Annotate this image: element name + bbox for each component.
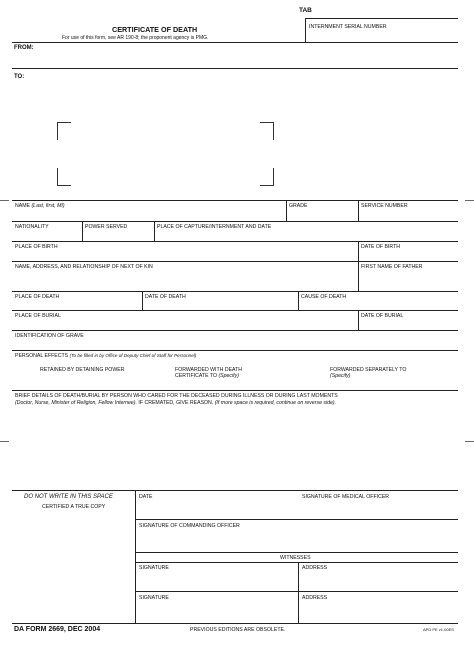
header-bottom-rule bbox=[12, 42, 458, 43]
next-of-kin-label: NAME, ADDRESS, AND RELATIONSHIP OF NEXT OF KIN bbox=[15, 264, 153, 270]
brief-details-line2 bbox=[15, 400, 336, 406]
bottom-rule-4 bbox=[135, 562, 458, 563]
power-served-label: POWER SERVED bbox=[85, 224, 128, 230]
retained-label: RETAINED BY DETAINING POWER bbox=[40, 367, 125, 373]
forwarded-with-hint: (Specify) bbox=[218, 373, 239, 379]
window-corner-bottom-left bbox=[57, 168, 71, 186]
grid-rule-4 bbox=[12, 261, 458, 262]
fold-mark-left-1 bbox=[0, 200, 9, 201]
grid-rule-top bbox=[12, 200, 458, 201]
date-label: DATE bbox=[139, 494, 153, 500]
interment-serial-number-label: INTERNMENT SERIAL NUMBER bbox=[309, 24, 387, 30]
date-of-birth-label: DATE OF BIRTH bbox=[361, 244, 401, 250]
forwarded-with-line1: FORWARDED WITH DEATH bbox=[175, 367, 243, 373]
form-title: CERTIFICATE OF DEATH bbox=[112, 25, 198, 34]
capture-divider bbox=[154, 221, 155, 241]
name-label bbox=[15, 203, 65, 209]
brief-details-line1: BRIEF DETAILS OF DEATH/BURIAL BY PERSON WHO CARED FOR THE DECEASED DURING ILLNESS OR DURING LAST MOMENTS bbox=[15, 393, 338, 399]
grade-label: GRADE bbox=[289, 203, 308, 209]
tab-label: TAB bbox=[299, 7, 312, 14]
fold-mark-left-2 bbox=[0, 441, 9, 442]
grid-rule-3 bbox=[12, 241, 458, 242]
personal-effects-label bbox=[15, 353, 196, 359]
window-corner-bottom-right bbox=[260, 168, 274, 186]
personal-effects-hint: (To be filled in by Office of Deputy Chief of Staff for Personnel) bbox=[69, 353, 197, 358]
place-of-capture-label: PLACE OF CAPTURE/INTERNMENT AND DATE bbox=[157, 224, 272, 230]
bottom-rule-2 bbox=[135, 519, 458, 520]
cause-of-death-divider bbox=[298, 291, 299, 310]
certified-label: CERTIFIED A TRUE COPY bbox=[42, 504, 106, 510]
address-1-label: ADDRESS bbox=[302, 565, 328, 571]
form-subtitle: For use of this form, see AR 190-8; the proponent agency is PMG. bbox=[62, 35, 209, 41]
date-of-death-divider bbox=[142, 291, 143, 310]
previous-editions-label: PREVIOUS EDITIONS ARE OBSOLETE. bbox=[190, 627, 286, 633]
place-of-death-label: PLACE OF DEATH bbox=[15, 294, 60, 300]
date-of-birth-divider bbox=[358, 241, 359, 261]
personal-effects-text: PERSONAL EFFECTS bbox=[15, 353, 69, 359]
nationality-label: NATIONALITY bbox=[15, 224, 49, 230]
forwarded-with-line2 bbox=[175, 373, 239, 379]
signature-1-label: SIGNATURE bbox=[139, 565, 169, 571]
header-top-rule bbox=[305, 18, 458, 19]
apd-label: APD PE v1.00ES bbox=[423, 627, 454, 632]
grid-rule-5 bbox=[12, 291, 458, 292]
grid-rule-7 bbox=[12, 330, 458, 331]
signature-2-label: SIGNATURE bbox=[139, 595, 169, 601]
fold-mark-right-1 bbox=[465, 200, 474, 201]
identification-of-grave-label: IDENTIFICATION OF GRAVE bbox=[15, 333, 84, 339]
date-of-burial-label: DATE OF BURIAL bbox=[361, 313, 404, 319]
date-of-death-label: DATE OF DEATH bbox=[145, 294, 186, 300]
bottom-rule-3 bbox=[135, 552, 458, 553]
signature-medical-label: SIGNATURE OF MEDICAL OFFICER bbox=[302, 494, 390, 500]
date-of-burial-divider bbox=[358, 310, 359, 330]
address-1-divider bbox=[298, 562, 299, 623]
brief-details-more: (If more space is required, continue on reverse side). bbox=[214, 400, 337, 406]
window-corner-top-left bbox=[57, 122, 71, 140]
grid-rule-2 bbox=[12, 221, 458, 222]
from-label: FROM: bbox=[14, 45, 34, 51]
cause-of-death-label: CAUSE OF DEATH bbox=[301, 294, 347, 300]
power-served-divider bbox=[82, 221, 83, 241]
header-divider bbox=[305, 18, 306, 43]
forwarded-separately-label: FORWARDED SEPARATELY TO bbox=[330, 367, 407, 373]
from-rule bbox=[12, 68, 458, 69]
to-label: TO: bbox=[14, 74, 25, 80]
grid-rule-6 bbox=[12, 310, 458, 311]
bottom-left-divider bbox=[135, 490, 136, 623]
first-name-of-father-label: FIRST NAME OF FATHER bbox=[361, 264, 423, 270]
witnesses-label: WITNESSES bbox=[280, 555, 311, 561]
service-number-divider bbox=[358, 200, 359, 221]
place-of-burial-label: PLACE OF BURIAL bbox=[15, 313, 61, 319]
forwarded-with-line2-text: CERTIFICATE TO bbox=[175, 373, 217, 379]
service-number-label: SERVICE NUMBER bbox=[361, 203, 408, 209]
name-label-text: NAME bbox=[15, 203, 30, 209]
window-corner-top-right bbox=[260, 122, 274, 140]
brief-details-hint: (Doctor, Nurse, Minister of Religion, Fellow Internee). bbox=[15, 400, 137, 406]
grade-divider bbox=[286, 200, 287, 221]
bottom-rule-top bbox=[12, 490, 458, 491]
address-2-label: ADDRESS bbox=[302, 595, 328, 601]
grid-rule-9 bbox=[12, 390, 458, 391]
signature-commanding-label: SIGNATURE OF COMMANDING OFFICER bbox=[139, 523, 240, 529]
father-divider bbox=[358, 261, 359, 291]
footer-rule bbox=[12, 623, 458, 624]
brief-details-cremated: IF CREMATED, GIVE REASON. bbox=[138, 400, 214, 406]
grid-rule-8 bbox=[12, 350, 458, 351]
fold-mark-right-2 bbox=[465, 441, 474, 442]
form-id: DA FORM 2669, DEC 2004 bbox=[14, 626, 101, 633]
name-hint: (Last, first, MI) bbox=[31, 203, 65, 209]
bottom-rule-5 bbox=[135, 591, 458, 592]
do-not-write-label: DO NOT WRITE IN THIS SPACE bbox=[24, 494, 113, 500]
forwarded-separately-hint: (Specify) bbox=[330, 373, 351, 379]
place-of-birth-label: PLACE OF BIRTH bbox=[15, 244, 58, 250]
